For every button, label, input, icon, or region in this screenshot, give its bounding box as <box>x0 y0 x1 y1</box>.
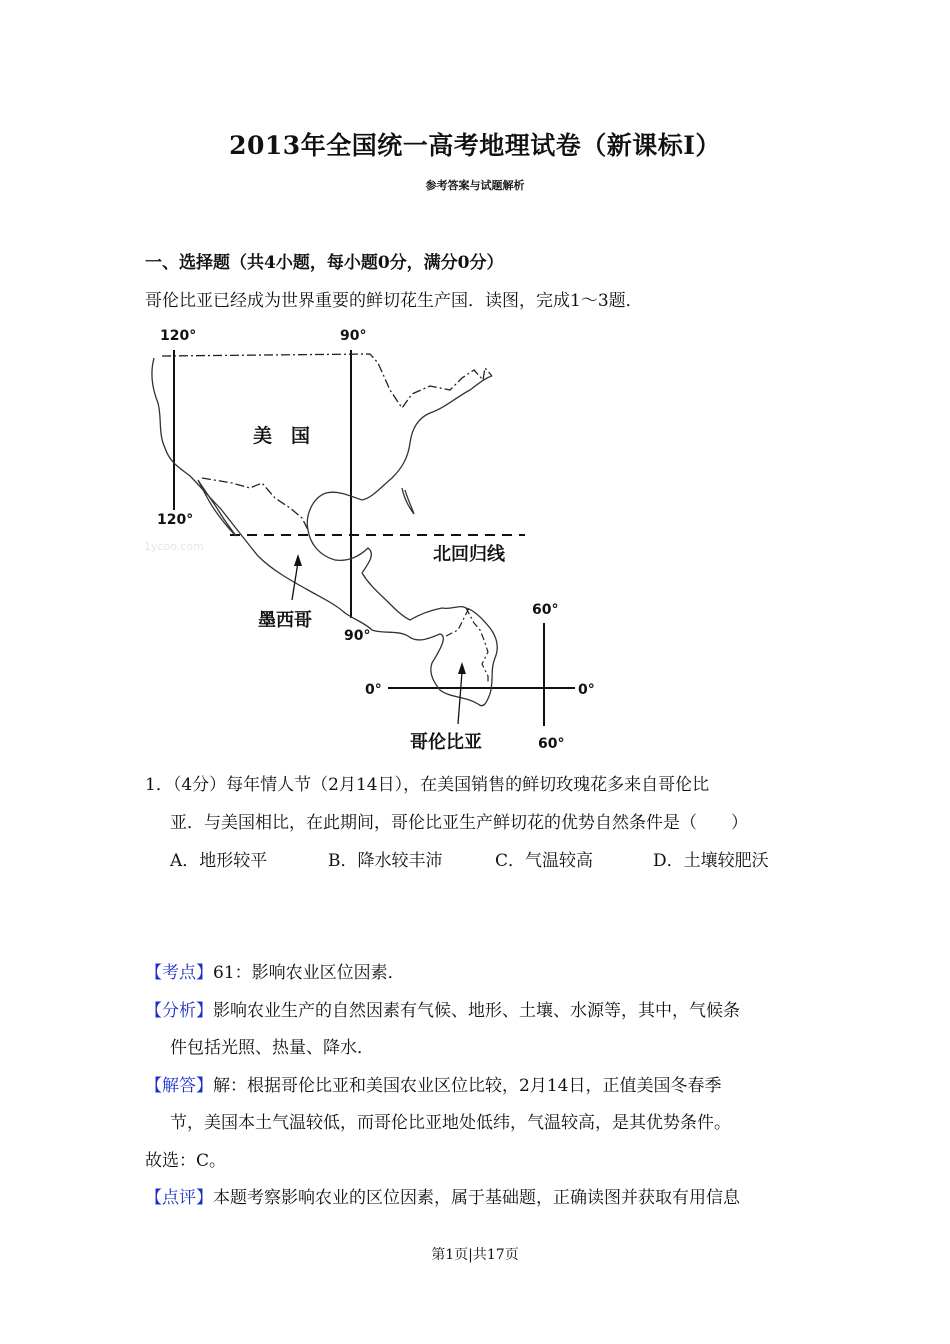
gulf-coast <box>307 376 492 530</box>
us-canada-border <box>162 354 492 408</box>
page-subtitle: 参考答案与试题解析 <box>425 179 525 192</box>
florida <box>402 488 414 514</box>
label-usa: 美 国 <box>253 425 311 447</box>
arrow-mexico-head <box>294 554 302 566</box>
label-lon-120-bottom: 120° <box>157 512 194 528</box>
label-lon-60-bottom: 60° <box>538 736 565 752</box>
yucatan-coast <box>308 530 371 573</box>
americas-map <box>140 318 610 758</box>
arrow-colombia-head <box>458 662 466 674</box>
answer-line: 故选：C。 <box>145 1151 227 1171</box>
option-d: D．土壤较肥沃 <box>653 851 769 871</box>
jieda-text-1: 解：根据哥伦比亚和美国农业区位比较，2月14日，正值美国冬春季 <box>213 1076 722 1096</box>
dianping-tag: 【点评】 <box>145 1188 213 1208</box>
jieda-line-2: 节，美国本土气温较低，而哥伦比亚地处低纬，气温较高，是其优势条件。 <box>170 1113 731 1133</box>
coastline-west <box>152 358 490 706</box>
kaodian-line <box>145 958 405 983</box>
dianping-text: 本题考察影响农业的区位因素，属于基础题，正确读图并获取有用信息 <box>213 1188 740 1208</box>
fenxi-line-2: 件包括光照、热量、降水． <box>170 1038 374 1058</box>
question-1-line-2: 亚．与美国相比，在此期间，哥伦比亚生产鲜切花的优势自然条件是（ ） <box>170 813 748 833</box>
page-number: 第1页|共17页 <box>431 1247 519 1263</box>
watermark: 1ycoo.com <box>144 540 204 553</box>
label-lon-60-top: 60° <box>532 602 559 618</box>
option-a: A．地形较平 <box>170 851 268 871</box>
kaodian-text: 61：影响农业区位因素． <box>213 963 405 983</box>
label-colombia: 哥伦比亚 <box>410 732 482 753</box>
jieda-line-1 <box>145 1071 721 1096</box>
section-heading: 一、选择题（共4小题，每小题0分，满分0分） <box>145 253 504 273</box>
label-mexico: 墨西哥 <box>258 610 312 631</box>
label-equator-left: 0° <box>365 682 382 698</box>
label-tropic: 北回归线 <box>433 544 505 565</box>
question-1-line-1: 1．（4分）每年情人节（2月14日），在美国销售的鲜切玫瑰花多来自哥伦比 <box>145 775 710 795</box>
fenxi-line-1 <box>145 996 740 1021</box>
label-lon-120-top: 120° <box>160 328 197 344</box>
label-lon-90-bottom: 90° <box>344 628 371 644</box>
label-equator-right: 0° <box>578 682 595 698</box>
option-b: B．降水较丰沛 <box>328 851 443 871</box>
label-lon-90-top: 90° <box>340 328 367 344</box>
us-mexico-border <box>202 478 308 530</box>
section-intro: 哥伦比亚已经成为世界重要的鲜切花生产国．读图，完成1～3题． <box>145 291 643 311</box>
caribbean-coast <box>362 573 497 694</box>
dianping-line <box>145 1183 740 1208</box>
fenxi-tag: 【分析】 <box>145 1001 213 1021</box>
jieda-tag: 【解答】 <box>145 1076 213 1096</box>
page-title: 2013年全国统一高考地理试卷（新课标I） <box>229 131 721 160</box>
option-c: C．气温较高 <box>495 851 594 871</box>
kaodian-tag: 【考点】 <box>145 963 213 983</box>
baja-california <box>198 480 236 536</box>
fenxi-text-1: 影响农业生产的自然因素有气候、地形、土壤、水源等，其中，气候条 <box>213 1001 740 1021</box>
